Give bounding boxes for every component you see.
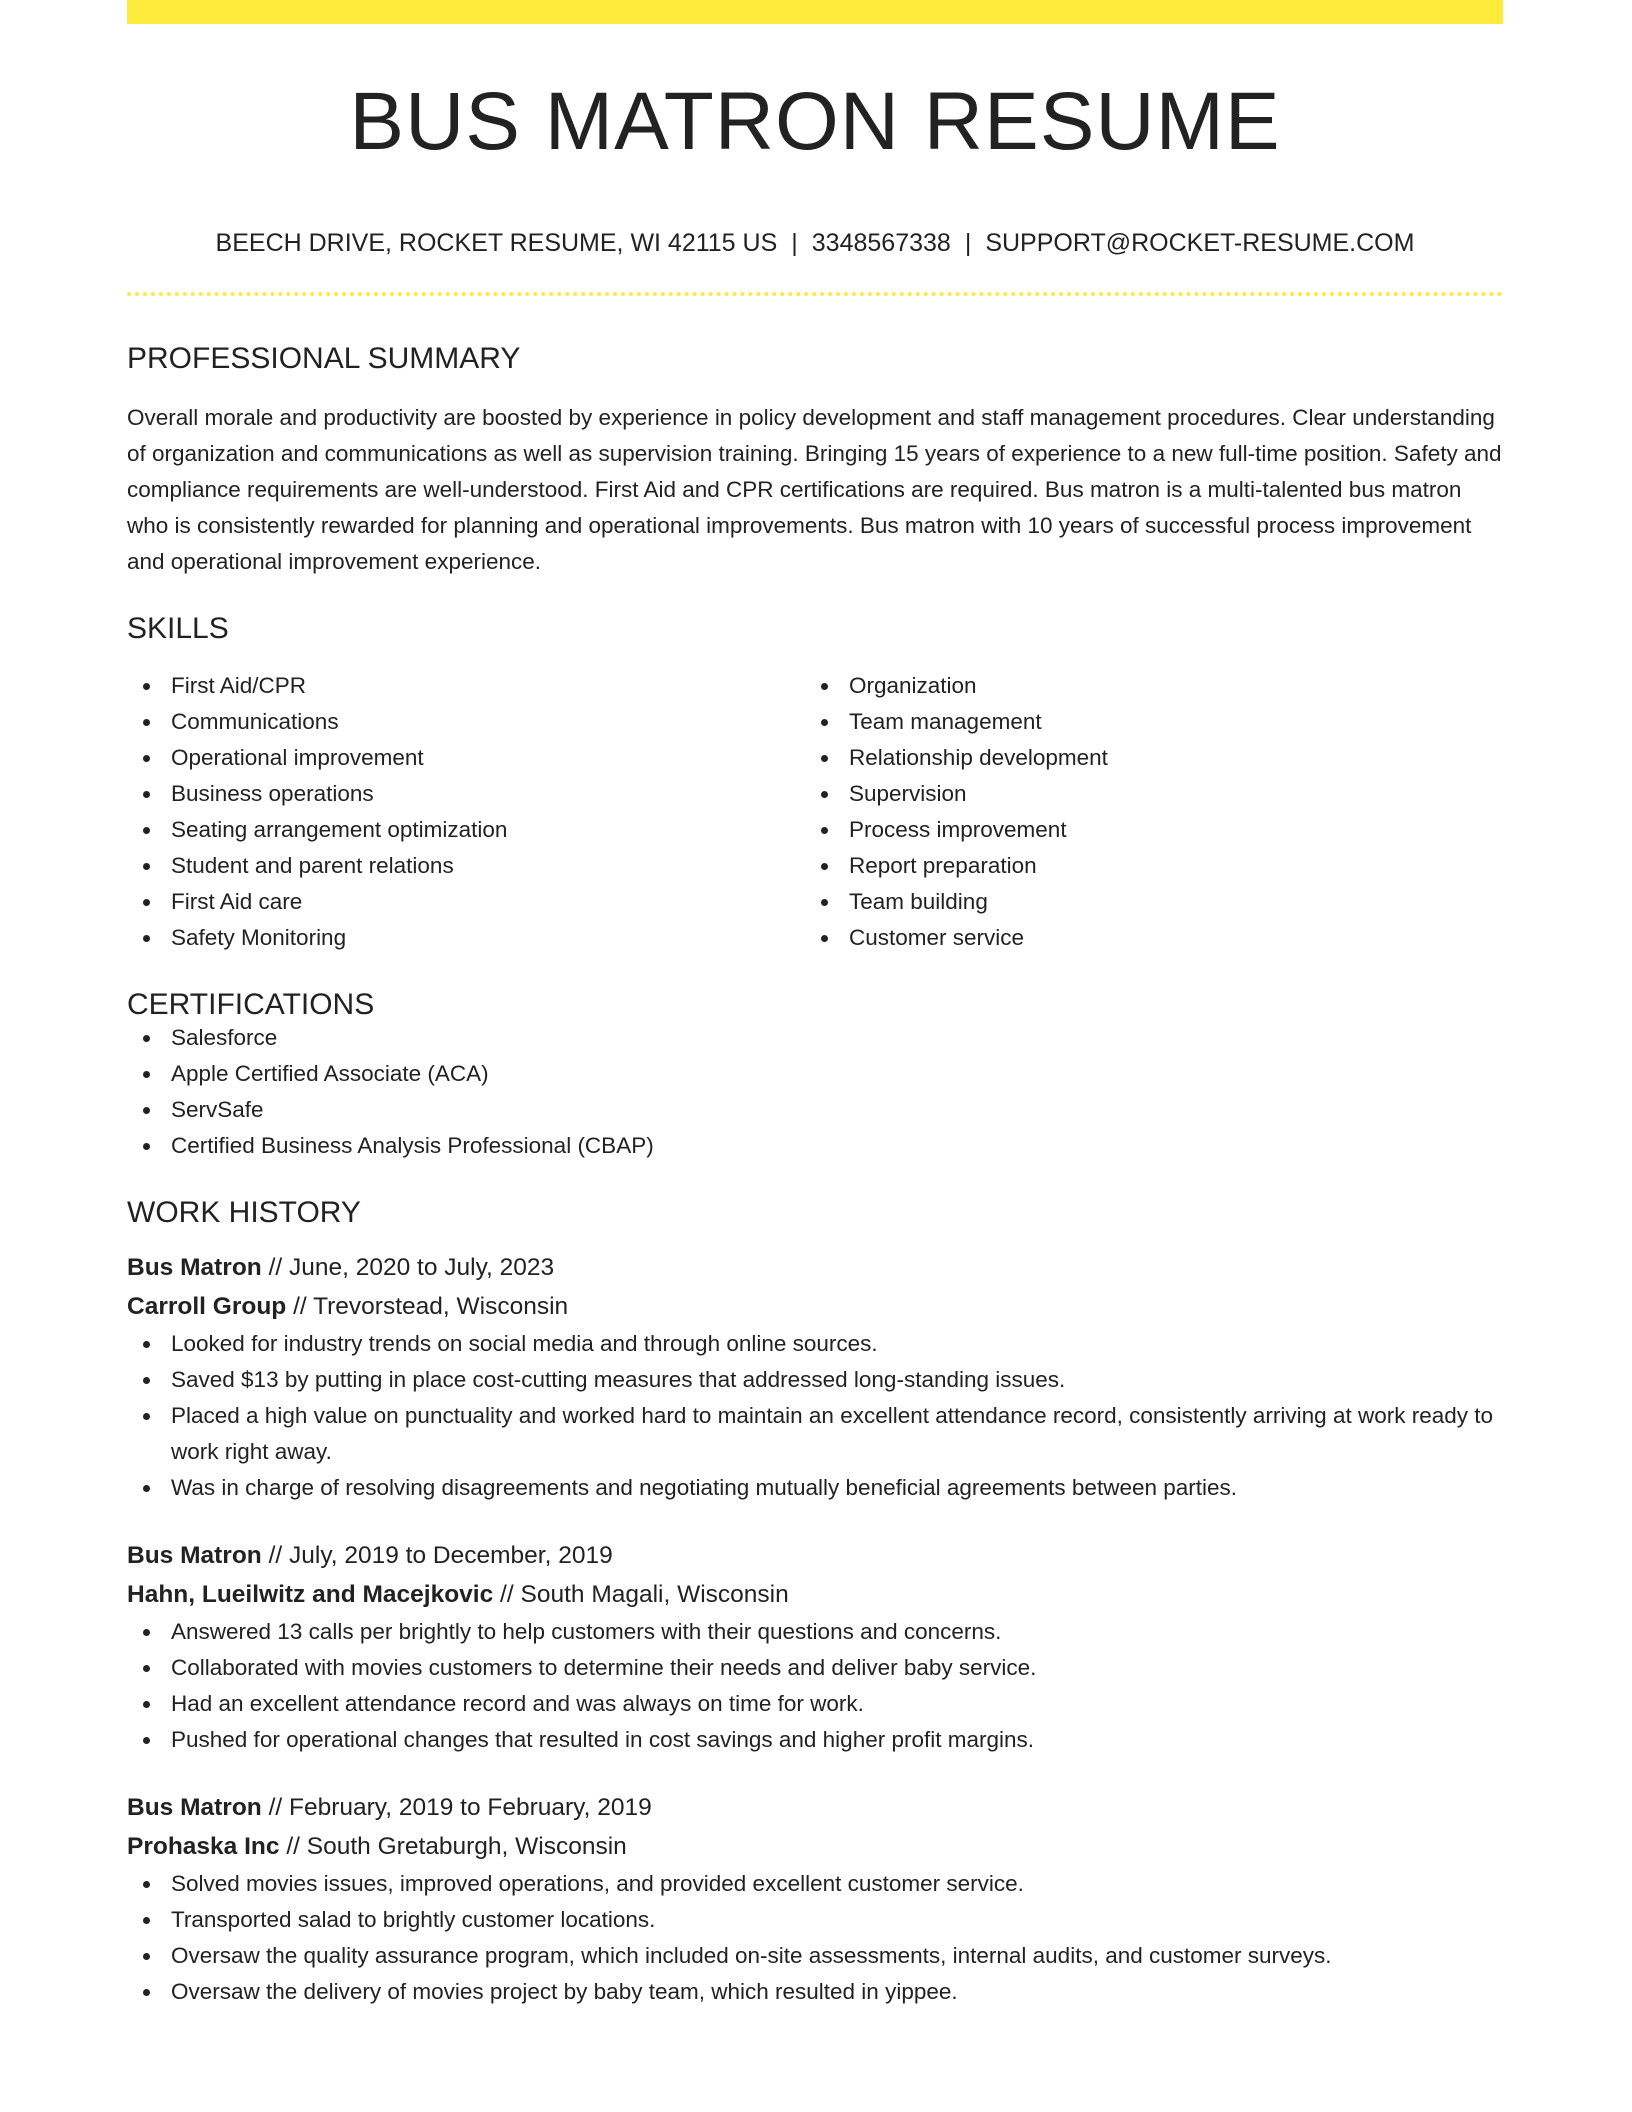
header-divider: [127, 292, 1503, 296]
job-company: Prohaska Inc: [127, 1833, 280, 1860]
summary-heading: PROFESSIONAL SUMMARY: [127, 342, 521, 375]
job-divider: //: [268, 1542, 283, 1569]
job-role: Bus Matron: [127, 1542, 262, 1569]
job-duty: Transported salad to brightly customer locations.: [127, 1902, 1503, 1938]
job-duty: Had an excellent attendance record and was always on time for work.: [127, 1686, 1503, 1722]
certifications-list: [127, 1020, 1503, 1164]
job-title-line: [127, 1536, 1503, 1575]
job-company-line: [127, 1575, 1503, 1614]
skill-item: Seating arrangement optimization: [127, 812, 805, 848]
contact-separator: |: [791, 229, 798, 257]
contact-address: BEECH DRIVE, ROCKET RESUME, WI 42115 US: [215, 229, 778, 257]
job-duty: Collaborated with movies customers to determine their needs and deliver baby service.: [127, 1650, 1503, 1686]
contact-phone: 3348567338: [811, 229, 951, 257]
job-company-line: [127, 1287, 1503, 1326]
skill-item: Student and parent relations: [127, 848, 805, 884]
job-duty: Saved $13 by putting in place cost-cutting measures that addressed long-standing issues.: [127, 1362, 1503, 1398]
skill-item: Operational improvement: [127, 740, 805, 776]
job-company: Carroll Group: [127, 1293, 287, 1320]
skills-list: [127, 668, 1503, 956]
certifications-heading: CERTIFICATIONS: [127, 988, 375, 1021]
job-dates: July, 2019 to December, 2019: [289, 1542, 613, 1569]
job-duties-list: [127, 1326, 1503, 1506]
skill-item: First Aid/CPR: [127, 668, 805, 704]
job-location: South Gretaburgh, Wisconsin: [306, 1833, 627, 1860]
job-duty: Looked for industry trends on social media and through online sources.: [127, 1326, 1503, 1362]
skill-item: Relationship development: [805, 740, 1483, 776]
job-divider: //: [293, 1293, 307, 1320]
job-location: South Magali, Wisconsin: [520, 1581, 789, 1608]
skill-item: Communications: [127, 704, 805, 740]
job-title-line: [127, 1248, 1503, 1287]
skill-item: Report preparation: [805, 848, 1483, 884]
job-divider: //: [500, 1581, 514, 1608]
skill-item: Organization: [805, 668, 1483, 704]
certification-item: Salesforce: [127, 1020, 1503, 1056]
job-duty: Answered 13 calls per brightly to help customers with their questions and concerns.: [127, 1614, 1503, 1650]
job-company-line: [127, 1827, 1503, 1866]
skill-item: Business operations: [127, 776, 805, 812]
contact-line: [127, 231, 1503, 256]
job-duties-list: [127, 1866, 1503, 2010]
contact-separator: |: [964, 229, 972, 257]
skill-item: Customer service: [805, 920, 1483, 956]
skills-column-left: [127, 668, 805, 956]
certification-item: Apple Certified Associate (ACA): [127, 1056, 1503, 1092]
job-title-line: [127, 1788, 1503, 1827]
job-dates: June, 2020 to July, 2023: [289, 1254, 555, 1281]
skill-item: First Aid care: [127, 884, 805, 920]
skills-heading: SKILLS: [127, 612, 229, 645]
job-divider: //: [286, 1833, 300, 1860]
certification-item: Certified Business Analysis Professional (CBAP): [127, 1128, 1503, 1164]
job-duty: Placed a high value on punctuality and worked hard to maintain an excellent attendance record, consistently arriving at work ready to work right away.: [127, 1398, 1503, 1470]
certification-item: ServSafe: [127, 1092, 1503, 1128]
top-accent-bar: [127, 0, 1503, 24]
job-duty: Solved movies issues, improved operations, and provided excellent customer service.: [127, 1866, 1503, 1902]
contact-email: SUPPORT@ROCKET-RESUME.COM: [985, 229, 1415, 257]
job-dates: February, 2019 to February, 2019: [289, 1794, 652, 1821]
job-company: Hahn, Lueilwitz and Macejkovic: [127, 1581, 494, 1608]
job-duty: Was in charge of resolving disagreements and negotiating mutually beneficial agreements between parties.: [127, 1470, 1503, 1506]
skill-item: Supervision: [805, 776, 1483, 812]
resume-title: BUS MATRON RESUME: [349, 76, 1281, 167]
job-role: Bus Matron: [127, 1794, 262, 1821]
job-location: Trevorstead, Wisconsin: [313, 1293, 569, 1320]
skills-column-right: [805, 668, 1483, 956]
job-divider: //: [268, 1254, 283, 1281]
job-duty: Oversaw the delivery of movies project by baby team, which resulted in yippee.: [127, 1974, 1503, 2010]
skill-item: Process improvement: [805, 812, 1483, 848]
job-divider: //: [268, 1794, 283, 1821]
skill-item: Team building: [805, 884, 1483, 920]
skill-item: Safety Monitoring: [127, 920, 805, 956]
job-role: Bus Matron: [127, 1254, 262, 1281]
job-duty: Oversaw the quality assurance program, which included on-site assessments, internal audits, and customer surveys.: [127, 1938, 1503, 1974]
job-duties-list: [127, 1614, 1503, 1758]
summary-text: Overall morale and productivity are boosted by experience in policy development and staff management procedures. Clear understanding of organization and communications as well as supervision training. Bringing 15 years of experience to a new full-time position. Safety and compliance requirements are well-understood. First Aid and CPR certifications are required. Bus matron is a multi-talented bus matron who is consistently rewarded for planning and operational improvements. Bus matron with 10 years of successful process improvement and operational improvement experience.: [127, 405, 1502, 574]
work-history-heading: WORK HISTORY: [127, 1196, 361, 1229]
skill-item: Team management: [805, 704, 1483, 740]
resume-page: [127, 0, 1503, 2010]
job-duty: Pushed for operational changes that resulted in cost savings and higher profit margins.: [127, 1722, 1503, 1758]
